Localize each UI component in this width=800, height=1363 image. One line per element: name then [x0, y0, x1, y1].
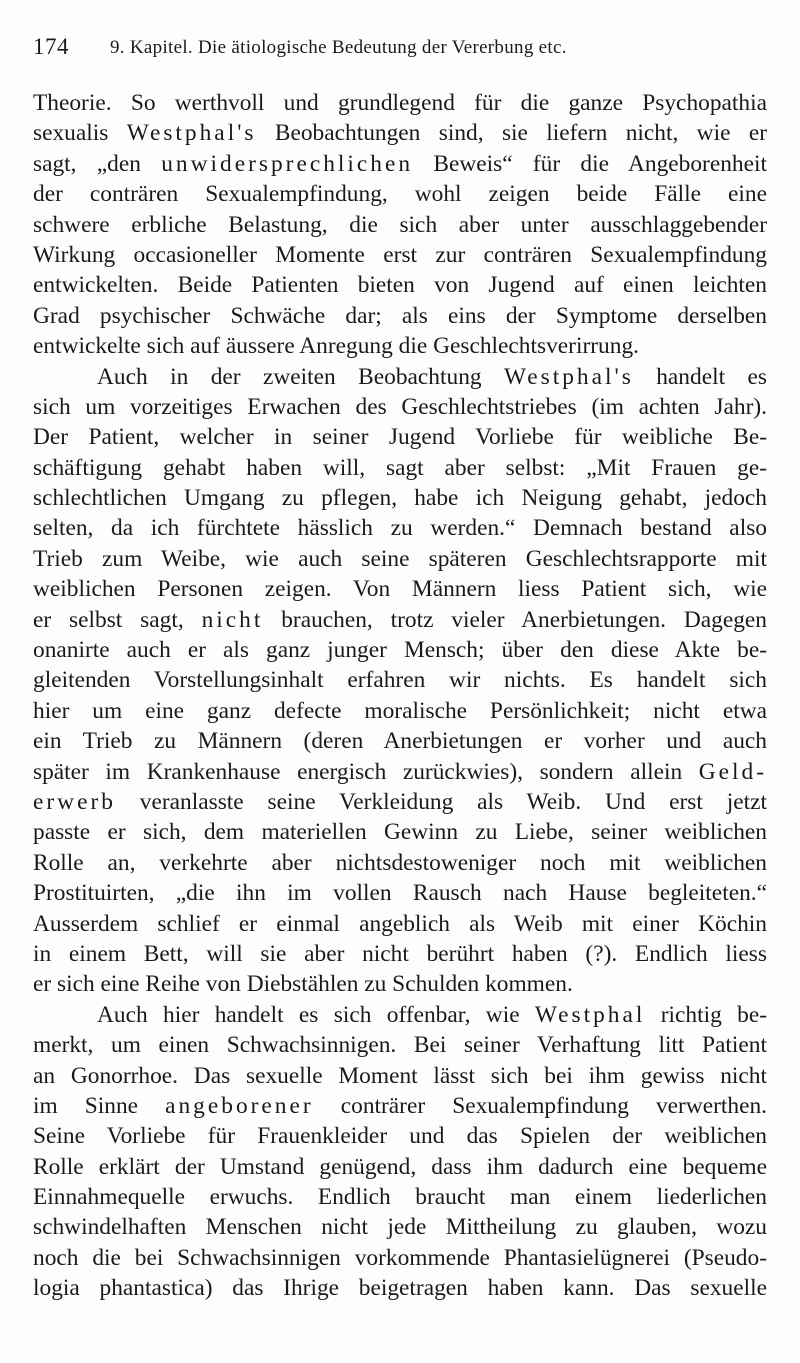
- text-line: [33, 1061, 767, 1091]
- text-line: [33, 696, 767, 726]
- text-segment: sich um vorzeitiges Erwachen des Geschlechtstriebes (im achten Jahr).: [33, 393, 767, 420]
- text-segment: entwickelten. Beide Patienten bieten von Jugend auf einen leichten: [33, 272, 767, 299]
- text-line: [33, 179, 767, 209]
- text-line: [33, 817, 767, 847]
- text-segment: Trieb zum Weibe, wie auch seine späteren Geschlechtsrapporte mit: [33, 545, 767, 572]
- paragraph: [33, 1000, 767, 1304]
- text-line: [33, 392, 767, 422]
- text-segment: merkt, um einen Schwachsinnigen. Bei seiner Verhaftung litt Patient: [33, 1032, 767, 1059]
- running-head: 9. Kapitel. Die ätiologische Bedeutung der Vererbung etc.: [110, 37, 567, 58]
- text-segment: onanirte auch er als ganz junger Mensch; über den diese Akte be-: [33, 637, 767, 664]
- text-line: [33, 726, 767, 756]
- emphasized-text: erwerb: [33, 788, 116, 815]
- text-segment: in einem Bett, will sie aber nicht berührt haben (?). Endlich liess: [33, 940, 767, 967]
- text-segment: Beweis“ für die Angeborenheit: [413, 150, 767, 177]
- emphasized-text: Westphal's: [126, 120, 257, 147]
- text-segment: später im Krankenhause energisch zurückwies), sondern allein: [33, 758, 699, 785]
- text-segment: schwere erbliche Belastung, die sich aber unter ausschlaggebender: [33, 211, 767, 238]
- text-line: [33, 1000, 767, 1030]
- text-line: [33, 331, 767, 361]
- text-segment: schwindelhaften Menschen nicht jede Mittheilung zu glauben, wozu: [33, 1214, 767, 1241]
- text-segment: passte er sich, dem materiellen Gewinn zu Liebe, seiner weiblichen: [33, 819, 767, 846]
- body-text: [33, 88, 767, 1304]
- text-line: [33, 544, 767, 574]
- text-segment: entwickelte sich auf äussere Anregung die Geschlechtsverirrung.: [33, 333, 639, 360]
- text-line: [33, 1182, 767, 1212]
- text-line: [33, 210, 767, 240]
- text-segment: sagt, „den: [33, 150, 162, 177]
- text-line: [33, 878, 767, 908]
- emphasized-text: angeborener: [165, 1092, 314, 1119]
- text-segment: richtig be-: [645, 1001, 767, 1028]
- text-segment: weiblichen Personen zeigen. Von Männern liess Patient sich, wie: [33, 576, 767, 603]
- text-segment: Beobachtungen sind, sie liefern nicht, wie er: [256, 120, 767, 147]
- text-line: [33, 422, 767, 452]
- text-segment: selten, da ich fürchtete hässlich zu werden.“ Demnach bestand also: [33, 515, 767, 542]
- text-segment: der conträren Sexualempfindung, wohl zeigen beide Fälle eine: [33, 181, 767, 208]
- text-line: [33, 483, 767, 513]
- emphasized-text: nicht: [201, 606, 264, 633]
- text-line: [33, 362, 767, 392]
- text-segment: conträrer Sexualempfindung verwerthen.: [313, 1092, 767, 1119]
- text-segment: Der Patient, welcher in seiner Jugend Vorliebe für weibliche Be-: [33, 424, 767, 451]
- text-segment: schäftigung gehabt haben will, sagt aber selbst: „Mit Frauen ge-: [33, 454, 767, 481]
- text-line: [33, 909, 767, 939]
- text-segment: noch die bei Schwachsinnigen vorkommende Phantasielügnerei (Pseudo-: [33, 1244, 767, 1271]
- text-line: [33, 787, 767, 817]
- text-segment: handelt es: [633, 363, 767, 390]
- text-segment: Rolle an, verkehrte aber nichtsdestoweniger noch mit weiblichen: [33, 849, 767, 876]
- text-line: [33, 513, 767, 543]
- text-segment: Auch hier handelt es sich offenbar, wie: [97, 1001, 535, 1028]
- emphasized-text: Geld-: [698, 758, 767, 785]
- text-line: [33, 1212, 767, 1242]
- page-header: [33, 34, 763, 64]
- paragraph: [33, 362, 767, 1000]
- text-line: [33, 635, 767, 665]
- text-segment: brauchen, trotz vieler Anerbietungen. Dagegen: [263, 606, 767, 633]
- emphasized-text: unwidersprechlichen: [161, 150, 414, 177]
- emphasized-text: Westphal's: [504, 363, 634, 390]
- text-line: [33, 240, 767, 270]
- text-segment: Wirkung occasioneller Momente erst zur conträren Sexualempfindung: [33, 241, 767, 268]
- text-segment: im Sinne: [33, 1092, 166, 1119]
- text-line: [33, 848, 767, 878]
- text-segment: veranlasste seine Verkleidung als Weib. Und erst jetzt: [115, 788, 767, 815]
- text-line: [33, 939, 767, 969]
- text-line: [33, 969, 767, 999]
- text-line: [33, 574, 767, 604]
- text-line: [33, 1152, 767, 1182]
- text-line: [33, 453, 767, 483]
- text-segment: Seine Vorliebe für Frauenkleider und das Spielen der weiblichen: [33, 1123, 767, 1150]
- text-segment: logia phantastica) das Ihrige beigetragen haben kann. Das sexuelle: [33, 1275, 767, 1302]
- emphasized-text: Westphal: [534, 1001, 646, 1028]
- text-segment: Prostituirten, „die ihn im vollen Rausch nach Hause begleiteten.“: [33, 880, 767, 907]
- text-line: [33, 118, 767, 148]
- text-segment: hier um eine ganz defecte moralische Persönlichkeit; nicht etwa: [33, 697, 767, 724]
- paragraph: [33, 88, 767, 362]
- text-segment: gleitenden Vorstellungsinhalt erfahren wir nichts. Es handelt sich: [33, 667, 767, 694]
- text-segment: sexualis: [33, 120, 127, 147]
- text-segment: an Gonorrhoe. Das sexuelle Moment lässt sich bei ihm gewiss nicht: [33, 1062, 767, 1089]
- text-line: [33, 88, 767, 118]
- text-line: [33, 1121, 767, 1151]
- text-line: [33, 301, 767, 331]
- page-number: 174: [33, 34, 69, 59]
- text-segment: Theorie. So werthvoll und grundlegend für die ganze Psychopathia: [33, 90, 767, 116]
- text-line: [33, 757, 767, 787]
- text-segment: Einnahmequelle erwuchs. Endlich braucht man einem liederlichen: [33, 1184, 767, 1211]
- text-segment: schlechtlichen Umgang zu pflegen, habe ich Neigung gehabt, jedoch: [33, 485, 767, 512]
- text-segment: Grad psychischer Schwäche dar; als eins der Symptome derselben: [33, 302, 767, 329]
- text-line: [33, 270, 767, 300]
- text-segment: ein Trieb zu Männern (deren Anerbietungen er vorher und auch: [33, 728, 767, 755]
- text-line: [33, 1243, 767, 1273]
- text-segment: er sich eine Reihe von Diebstählen zu Schulden kommen.: [33, 971, 573, 998]
- text-segment: Rolle erklärt der Umstand genügend, dass ihm dadurch eine bequeme: [33, 1153, 767, 1180]
- text-segment: Auch in der zweiten Beobachtung: [97, 363, 505, 390]
- text-line: [33, 149, 767, 179]
- text-line: [33, 1091, 767, 1121]
- text-segment: Ausserdem schlief er einmal angeblich als Weib mit einer Köchin: [33, 910, 767, 937]
- text-line: [33, 605, 767, 635]
- text-line: [33, 665, 767, 695]
- text-line: [33, 1273, 767, 1303]
- text-line: [33, 1030, 767, 1060]
- text-segment: er selbst sagt,: [33, 606, 202, 633]
